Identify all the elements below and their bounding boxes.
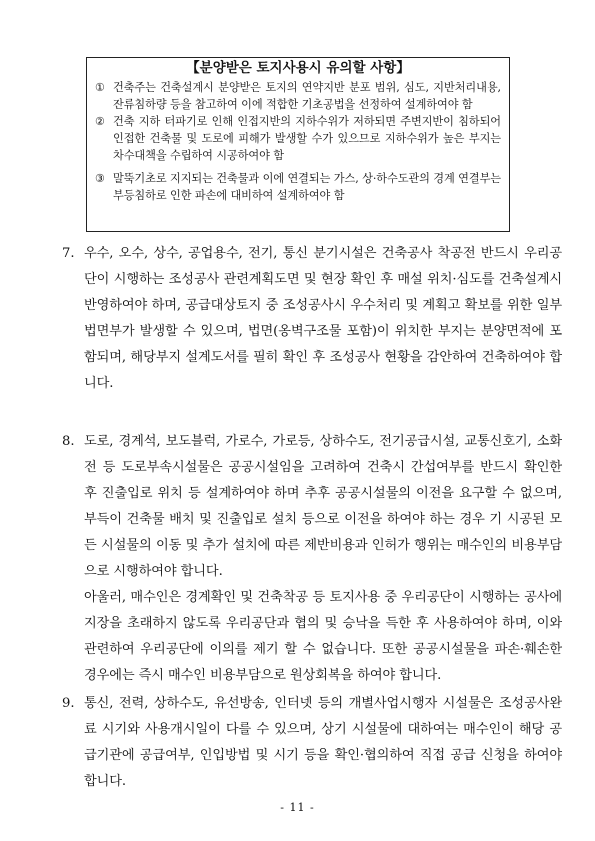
section-number: 9. [62,696,75,711]
notice-item-marker: ③ [95,172,105,185]
section-paragraph: 우수, 오수, 상수, 공업용수, 전기, 통신 분기시설은 건축공사 착공전 반드시 우리공단이 시행하는 조성공사 관련계획도면 및 현장 확인 후 매설 위치·심도를 건축설계시 반영하여야 하며, 공급대상토지 중 조성공사시 우수처리 및 계획고 확보를 위한 일부 법면부가 발생할 수 있으며, 법면(옹벽구조물 포함)이 위치한 부지는 분양면적에 포함되며, 해당부지 설계도서를 필히 확인 후 조성공사 현황을 감안하여 건축하여야 합니다. [84,246,562,391]
section-paragraph: 아울러, 매수인은 경계확인 및 건축착공 등 토지사용 중 우리공단이 시행하는 공사에 지장을 초래하지 않도록 우리공단과 협의 및 승낙을 득한 후 사용하여야 하며, 이와 관련하여 우리공단에 이의를 제기 할 수 없습니다. 또한 공공시설물을 파손·훼손한 경우에는 즉시 매수인 비용부담으로 원상회복을 하여야 합니다. [84,590,562,683]
notice-item [95,170,501,204]
notice-title: 【분양받은 토지사용시 유의할 사항】 [186,60,410,76]
section-number: 8. [62,434,75,449]
notice-item-text: 건축 지하 터파기로 인해 인접지반의 지하수위가 저하되면 주변지반이 침하되어 인접한 건축물 및 도로에 피해가 발생할 수가 있으므로 지하수위가 높은 부지는 차수대책을 수립하여 시공하여야 함 [113,115,501,162]
page-number: - 11 - [280,801,315,814]
notice-item-text: 건축주는 건축설계시 분양받은 토지의 연약지반 분포 범위, 심도, 지반처리내용, 잔류침하량 등을 참고하여 이에 적합한 기초공법을 선정하여 설계하여야 함 [113,81,501,111]
notice-item [95,79,501,113]
notice-item-text: 말뚝기초로 지지되는 건축물과 이에 연결되는 가스, 상·하수도관의 경계 연결부는 부등침하로 인한 파손에 대비하여 설계하여야 함 [113,172,501,202]
section-paragraph: 통신, 전력, 상하수도, 유선방송, 인터넷 등의 개별사업시행자 시설물은 조성공사완료 시기와 사용개시일이 다를 수 있으며, 상기 시설물에 대하여는 매수인이 해당 공급기관에 공급여부, 인입방법 및 시기 등을 확인·협의하여 직접 공급 신청을 하여야 합니다. [84,696,562,789]
section-9 [62,691,562,795]
notice-item-marker: ② [95,115,105,128]
notice-item [95,113,501,164]
notice-box [86,57,510,232]
section-number: 7. [62,246,75,261]
section-7 [62,241,562,397]
section-paragraph: 도로, 경계석, 보도블럭, 가로수, 가로등, 상하수도, 전기공급시설, 교통신호기, 소화전 등 도로부속시설물은 공공시설임을 고려하여 건축시 간섭여부를 반드시 확인한 후 진출입로 위치 등 설계하여야 하며 추후 공공시설물의 이전을 요구할 수 없으며, 부득이 건축물 배치 및 진출입로 설치 등으로 이전을 하여야 하는 경우 기 시공된 모든 시설물의 이동 및 추가 설치에 따른 제반비용과 인허가 행위는 매수인의 비용부담으로 시행하여야 합니다. [84,434,562,579]
section-8 [62,429,562,689]
notice-item-marker: ① [95,81,105,94]
